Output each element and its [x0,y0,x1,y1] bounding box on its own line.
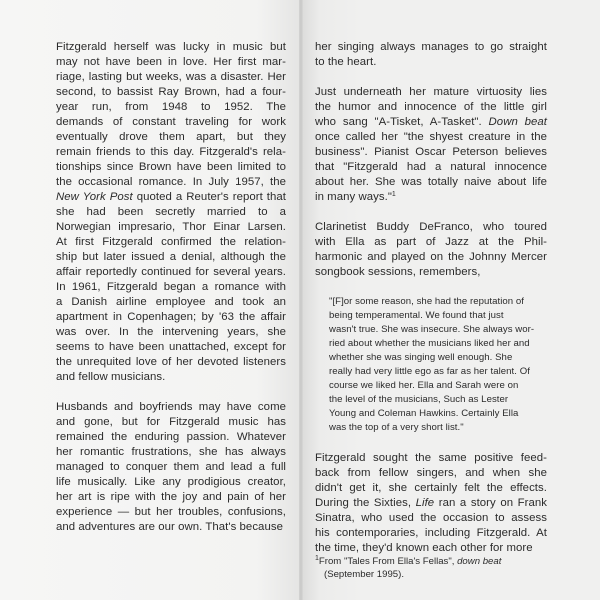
footnote-reference: 1 [391,191,396,198]
text-line: whether she was singing well enough. She [329,352,513,363]
left-column [56,40,286,550]
text-line: Fitzgerald herself was lucky in music but [56,41,286,53]
text-line: remain friends to this day. Fitzgerald's rela- [56,146,286,158]
text-line: New York Post quoted a Reuter's report that [56,191,286,203]
text-line: her singing always manages to go straight [315,41,547,53]
text-line: her art is ripe with the joy and pain of her [56,491,286,503]
paragraph-straight-to-heart [315,40,547,70]
text-line: the level of the musicians, Such as Lester [329,394,509,405]
footnote-source: From "Tales From Ella's Fellas", [318,556,458,567]
book-gutter [299,0,303,600]
text-line: riage, lasting but weeks, was a disaster. Her [56,71,286,83]
text-line: back from fellow singers, and when she [315,467,547,479]
paragraph-innocence [315,85,547,205]
text-line: "[F]or some reason, she had the reputation of [329,296,524,307]
text-line: her romantic frustrations, she has always [56,446,286,458]
text-line: experience — but her troubles, confusions, [56,506,286,518]
text-line: During the Sixties, Life ran a story on Frank [315,497,547,509]
text-line: Sinatra, who used the occasion to assess [315,512,547,524]
text-line: course we liked her. Ella and Sarah were on [329,380,519,391]
paragraph-defranco-intro [315,220,547,280]
paragraph-enduring-passion [56,400,286,535]
text-line: that "Fitzgerald had a natural innocence [315,161,547,173]
text-line: Just underneath her mature virtuosity lies [315,86,547,98]
text-line: Husbands and boyfriends may have come [56,401,286,413]
text-line: year run, from 1948 to 1952. The [56,101,286,113]
text-line: the time, they'd known each other for more [315,542,533,554]
text-line: harmonic and played on the Johnny Mercer [315,251,547,263]
text-line: was the top of a very short list." [329,422,464,433]
text-line: she had been secretly married to a [56,206,286,218]
text-line: managed to conquer them and lead a full [56,461,286,473]
text-line: business". Pianist Oscar Peterson believes [315,146,547,158]
text-line: songbook sessions, remembers, [315,266,481,278]
defranco-quote [329,295,547,435]
text-line: life musically. Like any prodigious creator, [56,476,286,488]
text-line: remained the enduring passion. Whatever [56,431,286,443]
text-line: the unrequited love of her devoted listeners [56,356,286,368]
text-line: tionships since Brown have been limited to [56,161,286,173]
footnote [315,555,555,581]
text-line: the humor and innocence of the little girl [315,101,547,113]
text-line: At first Fitzgerald confirmed the relation- [56,236,286,248]
text-line: was over. In the intervening years, she [56,326,286,338]
footnote-marker: 1 [315,555,319,562]
italic-title: New York Post [56,191,133,203]
text-line: seems to have been unattached, except for [56,341,286,353]
right-column [315,40,547,571]
text-line: demands of constant traveling for work [56,116,286,128]
text-line: Clarinetist Buddy DeFranco, who toured [315,221,547,233]
text-line: who sang "A-Tisket, A-Tasket". Down beat [315,116,548,128]
text-line: Fitzgerald sought the same positive feed- [315,452,547,464]
text-line: second, to bassist Ray Brown, had a four- [56,86,286,98]
text-line: affair reportedly continued for several years. [56,266,286,278]
text-line: ried about whether the musicians liked her and [329,338,530,349]
italic-title: Life [415,497,435,509]
paragraph-feedback-singers [315,451,547,556]
text-line: being temperamental. We found that just [329,310,504,321]
text-line: the occasional romance. In July 1957, the [56,176,286,188]
text-line: to the heart. [315,56,377,68]
paragraph-love-life [56,40,286,385]
footnote-date: (September 1995). [324,569,404,580]
text-line: once called her "the shyest creature in the [315,131,547,143]
text-line: and gone, but for Fitzgerald music has [56,416,286,428]
text-line: may not have been in love. Her first mar- [56,56,286,68]
text-line: and adventures are our own. That's because [56,521,283,533]
text-line: ship but later issued a denial, although the [56,251,286,263]
text-line: with Ella as part of Jazz at the Phil- [315,236,547,248]
text-line: Young and Coleman Hawkins. Certainly Ella [329,408,519,419]
italic-title: Down beat [488,116,548,128]
text-line: really had very little ego as far as her talent. Of [329,366,530,377]
text-line: eventually drove them apart, but they [56,131,286,143]
text-line: In 1961, Fitzgerald began a romance with [56,281,286,293]
text-line: apartment in Copenhagen; by '63 the affair [56,311,286,323]
text-line: and fellow musicians. [56,371,166,383]
footnote-magazine: down beat [457,556,502,567]
text-line: in many ways."$^1$ [315,191,396,203]
text-line: a Danish airline employee and took an [56,296,286,308]
text-line: wasn't true. She was insecure. She always wor- [329,324,535,335]
text-line: about her. She was totally naive about life [315,176,547,188]
text-line: his contemporaries, including Fitzgerald. At [315,527,547,539]
text-line: didn't get it, she certainly felt the effects. [315,482,547,494]
text-line: Norwegian impresario, Thor Einar Larsen. [56,221,286,233]
